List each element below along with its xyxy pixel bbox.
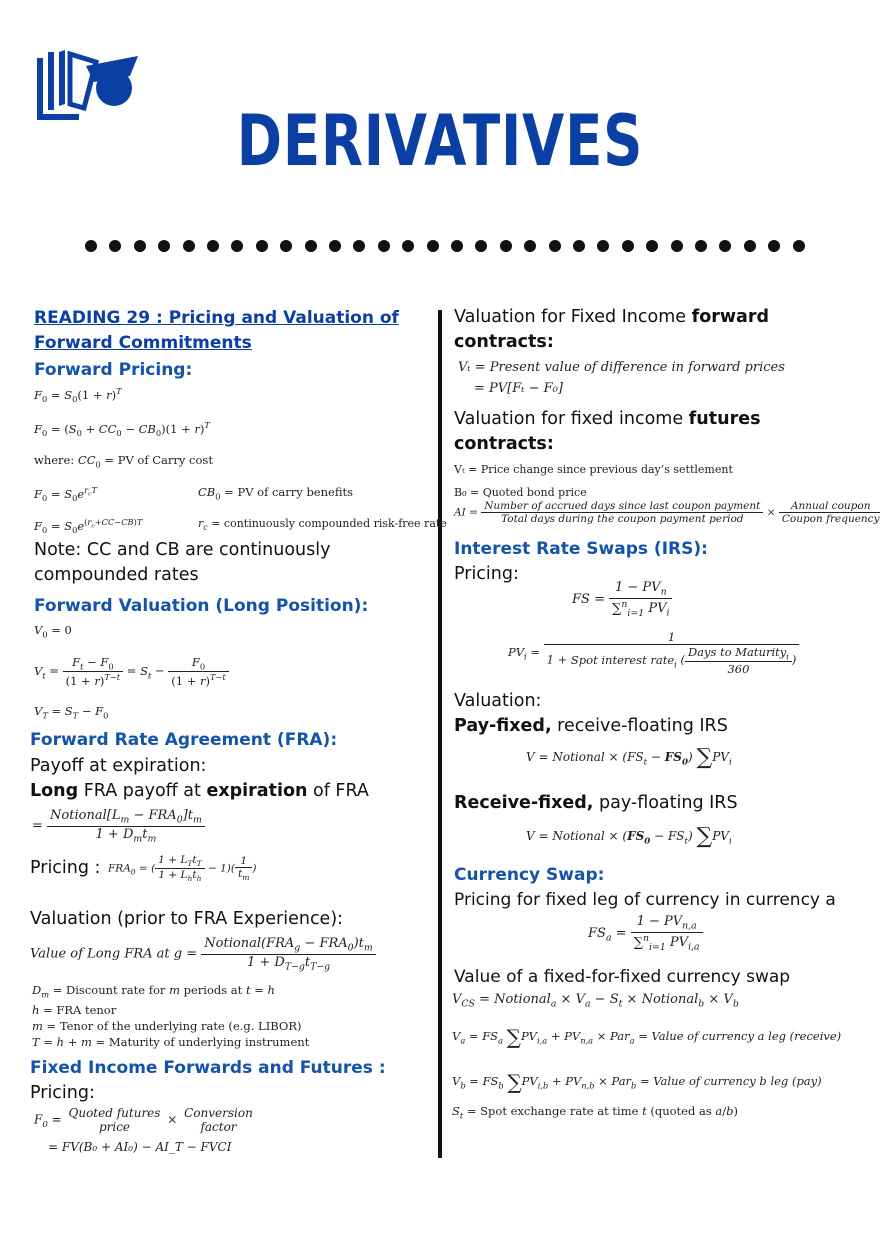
- forward-formula-2: $F_0 = (S_0 + CC_0 - CB_0)(1 + r)^T$: [34, 420, 210, 439]
- divider-dot: [646, 240, 658, 252]
- cb-definition: $CB_0$ = PV of carry benefits: [198, 485, 354, 502]
- fi-forward-valuation-f1: Vₜ = Present value of difference in forward prices: [458, 360, 785, 375]
- currency-pricing-text: Pricing for fixed leg of currency in currency a: [454, 890, 836, 910]
- divider-dot: [573, 240, 585, 252]
- fra-valuation-label: Valuation (prior to FRA Experience):: [30, 909, 344, 929]
- forward-formula-1: $F_0 = S_0(1 + r)^T$: [34, 386, 122, 405]
- currency-st-def: $S_t$ = Spot exchange rate at time t (quoted as a/b): [452, 1104, 739, 1121]
- fra-pricing-formula: $FRA_0$ = ( $\frac{1 + L_Tt_T}{1 + L_ht_h}$ − 1)( $\frac{1}{t_m}$ ): [108, 854, 257, 884]
- divider-dot: [134, 240, 146, 252]
- divider-dot: [207, 240, 219, 252]
- forward-valuation-heading: Forward Valuation (Long Position):: [34, 596, 369, 616]
- fra-payoff-formula: = $\frac{Notional[L_m - FRA_0]t_m}{1 + D_mt_m}$: [32, 808, 205, 844]
- fra-def-h: h = FRA tenor: [32, 1003, 117, 1018]
- cc-cb-note: Note: CC and CB are continuously compounded rates: [34, 540, 331, 585]
- reading-title-link[interactable]: READING 29 : Pricing and Valuation of Forward Commitments: [34, 308, 399, 353]
- fi-forwards-formula-2: = FV(B₀ + AI₀) − AI_T − FVCI: [48, 1140, 232, 1154]
- fra-def-t: T = h + m = Maturity of underlying instrument: [32, 1035, 310, 1050]
- divider-dot: [793, 240, 805, 252]
- forward-formula-3: $F_0 = S_0e^{r_cT}$: [34, 485, 97, 504]
- currency-vcs-formula: $V_{CS}$ = Notional$_a$ × $V_a - S_t$ × Notional$_b$ × $V_b$: [452, 992, 739, 1010]
- fra-valuation-formula: Value of Long FRA at g = $\frac{Notional(FRA_g - FRA_0)t_m}{1 + D_{T-g}t_{T-g}}$: [30, 936, 376, 972]
- divider-dot: [744, 240, 756, 252]
- divider-dot: [622, 240, 634, 252]
- divider-dot: [451, 240, 463, 252]
- fra-definitions: [32, 982, 309, 1050]
- divider-dot: [597, 240, 609, 252]
- fi-futures-vt-def: Vₜ = Price change since previous day’s settlement: [454, 463, 733, 476]
- divider-dot: [500, 240, 512, 252]
- divider-dot: [719, 240, 731, 252]
- rc-definition: $r_c$ = continuously compounded risk-free rate: [198, 517, 447, 533]
- forward-pricing-heading: Forward Pricing:: [34, 360, 193, 380]
- accrued-interest-formula: AI = $\frac{\text{Number of accrued days since last coupon payment}}{\text{Total days during the coupon payment period}}$ × $\frac{\text{Annual coupon}}{\text{Coupon frequency}}$: [454, 500, 880, 525]
- valuation-vT: $V_T = S_T - F_0$: [34, 704, 109, 721]
- divider-dot: [695, 240, 707, 252]
- divider-dot: [402, 240, 414, 252]
- valuation-vt: $V_t$ = $\frac{F_t - F_0}{(1 + r)^{T-t}}$ = $S_t$ − $\frac{F_0}{(1 + r)^{T-t}}$: [34, 655, 229, 688]
- fi-futures-b0-def: B₀ = Quoted bond price: [454, 486, 587, 499]
- fra-payoff-label: Payoff at expiration:: [30, 756, 207, 776]
- forward-formula-4: $F_0 = S_0e^{(r_c+CC-CB)T}$: [34, 517, 143, 536]
- divider-dot: [329, 240, 341, 252]
- receive-fixed-formula: V = Notional × $(FS_0 - FS_t)$ $\sum PV_i$: [526, 824, 732, 849]
- pay-fixed-formula: V = Notional × $(FS_t - FS_0)$ $\sum PV_i$: [526, 745, 732, 770]
- pay-fixed-text: Pay-fixed, receive-floating IRS: [454, 716, 728, 736]
- divider-dot: [768, 240, 780, 252]
- fi-forward-valuation-f2: = PV[Fₜ − F₀]: [474, 381, 563, 396]
- currency-swap-heading: Currency Swap:: [454, 865, 605, 885]
- irs-pv-formula: $PV_i$ = 1 1 + Spot interest rate$_i$ ( $\frac{Days to Maturity_i}{360}$ ): [508, 630, 799, 676]
- irs-valuation-label: Valuation:: [454, 691, 542, 711]
- fi-forwards-formula-1: $F_0$ = Quoted futures price × Conversion factor: [34, 1106, 253, 1134]
- divider-dot: [183, 240, 195, 252]
- fra-def-m: m = Tenor of the underlying rate (e.g. LIBOR): [32, 1019, 302, 1034]
- fi-forwards-heading: Fixed Income Forwards and Futures :: [30, 1058, 386, 1078]
- column-divider: [438, 310, 442, 1158]
- divider-dot: [353, 240, 365, 252]
- fi-forward-valuation-text: Valuation for Fixed Income forward contracts:: [454, 307, 769, 352]
- currency-va-formula: $V_a = FS_a$ $\sum PV_{i,a} + PV_{n,a} \times Par_a$ = Value of currency a leg (receive): [452, 1025, 842, 1049]
- page-title: DERIVATIVES: [236, 100, 644, 182]
- divider-dot: [475, 240, 487, 252]
- divider-dot: [427, 240, 439, 252]
- divider-dot: [378, 240, 390, 252]
- divider-dot: [524, 240, 536, 252]
- divider-dot: [231, 240, 243, 252]
- irs-pricing-label: Pricing:: [454, 564, 519, 584]
- divider-dot: [256, 240, 268, 252]
- where-cc-text: where: $CC_0$ = PV of Carry cost: [34, 453, 213, 470]
- irs-fs-formula: FS = $\frac{1 - PV_n}{\sum^n_{i=1} PV_i}$: [572, 580, 672, 619]
- divider-dot: [280, 240, 292, 252]
- divider-dot: [305, 240, 317, 252]
- fi-futures-valuation-text: Valuation for fixed income futures contracts:: [454, 409, 761, 454]
- currency-vb-formula: $V_b = FS_b$ $\sum PV_{i,b} + PV_{n,b} \times Par_b$ = Value of currency b leg (pay): [452, 1070, 822, 1094]
- fi-forwards-pricing-label: Pricing:: [30, 1083, 95, 1103]
- divider-dot: [85, 240, 97, 252]
- receive-fixed-text: Receive-fixed, pay-floating IRS: [454, 793, 738, 813]
- irs-heading: Interest Rate Swaps (IRS):: [454, 539, 708, 559]
- fra-heading: Forward Rate Agreement (FRA):: [30, 730, 338, 750]
- divider-dot: [109, 240, 121, 252]
- divider-dot: [671, 240, 683, 252]
- valuation-v0: $V_0 = 0$: [34, 623, 72, 640]
- divider-dot: [158, 240, 170, 252]
- fra-def-dm: $D_m$ = Discount rate for m periods at t = h: [32, 983, 275, 1000]
- divider-dot: [549, 240, 561, 252]
- currency-fs-formula: $FS_a$ = $\frac{1 - PV_{n,a}}{\sum^n_{i=1} PV_{i,a}}$: [588, 914, 703, 953]
- fra-pricing-label: Pricing :: [30, 858, 101, 878]
- fra-long-payoff-text: Long FRA payoff at expiration of FRA: [30, 781, 369, 801]
- currency-value-text: Value of a fixed-for-fixed currency swap: [454, 967, 791, 987]
